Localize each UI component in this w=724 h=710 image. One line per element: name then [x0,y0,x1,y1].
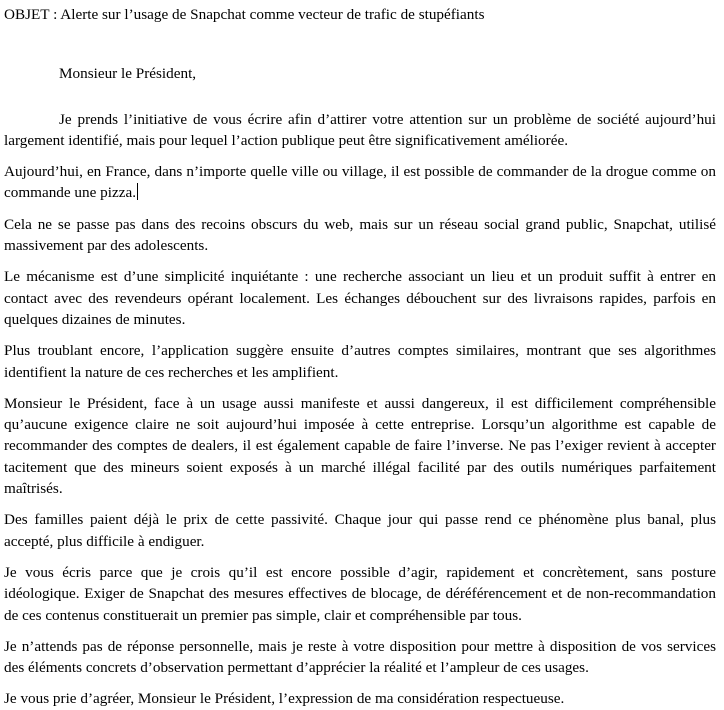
paragraph-action: Je vous écris parce que je crois qu’il est encore possible d’agir, rapidement et concrètement, sans posture idéologique. Exiger de Snapchat des mesures effectives de blocage, de déréférencement et de non-recommandation de ces contenus constituerait un premier pas simple, clair et compréhensible par tous. [4,563,716,624]
paragraph-intro: Je prends l’initiative de vous écrire afin d’attirer votre attention sur un problème de société aujourd’hui largement identifié, mais pour lequel l’action publique peut être significativement améliorée. [4,110,716,149]
paragraph-availability: Je n’attends pas de réponse personnelle, mais je reste à votre disposition pour mettre à disposition de vos services des éléments concrets d’observation permettant d’apprécier la réalité et l’ampleur de ces usages. [4,637,716,677]
paragraph-pizza [4,161,716,204]
letter-document[interactable] [4,0,716,710]
subject-line: OBJET : Alerte sur l’usage de Snapchat comme vecteur de trafic de stupéfiants [4,6,485,23]
closing-formula: Je vous prie d’agréer, Monsieur le Président, l’expression de ma considération respectueuse. [4,690,565,708]
paragraph-pizza-text: Aujourd’hui, en France, dans n’importe quelle ville ou village, il est possible de commander de la drogue comme on commande une pizza. [4,163,716,202]
paragraph-president: Monsieur le Président, face à un usage aussi manifeste et aussi dangereux, il est difficilement compréhensible qu’aucune exigence claire ne soit aujourd’hui imposée à cette entreprise. Lorsqu’un algorithme est capable de recommander des comptes de dealers, il est également capable de faire l’inverse. Ne pas l’exiger revient à accepter tacitement que des mineurs soient exposés à un marché illégal facilité par des outils numériques parfaitement maîtrisés. [4,394,716,498]
salutation: Monsieur le Président, [59,65,197,83]
text-cursor [137,183,138,200]
paragraph-families: Des familles paient déjà le prix de cette passivité. Chaque jour qui passe rend ce phénomène plus banal, plus accepté, plus difficile à endiguer. [4,511,716,550]
paragraph-algorithms: Plus troublant encore, l’application suggère ensuite d’autres comptes similaires, montrant que ses algorithmes identifient la nature de ces recherches et les amplifient. [4,342,716,381]
paragraph-mechanism: Le mécanisme est d’une simplicité inquiétante : une recherche associant un lieu et un produit suffit à entrer en contact avec des revendeurs opérant localement. Les échanges débouchent sur des livraisons rapides, parfois en quelques dizaines de minutes. [4,268,716,328]
paragraph-snapchat: Cela ne se passe pas dans des recoins obscurs du web, mais sur un réseau social grand public, Snapchat, utilisé massivement par des adolescents. [4,215,716,255]
